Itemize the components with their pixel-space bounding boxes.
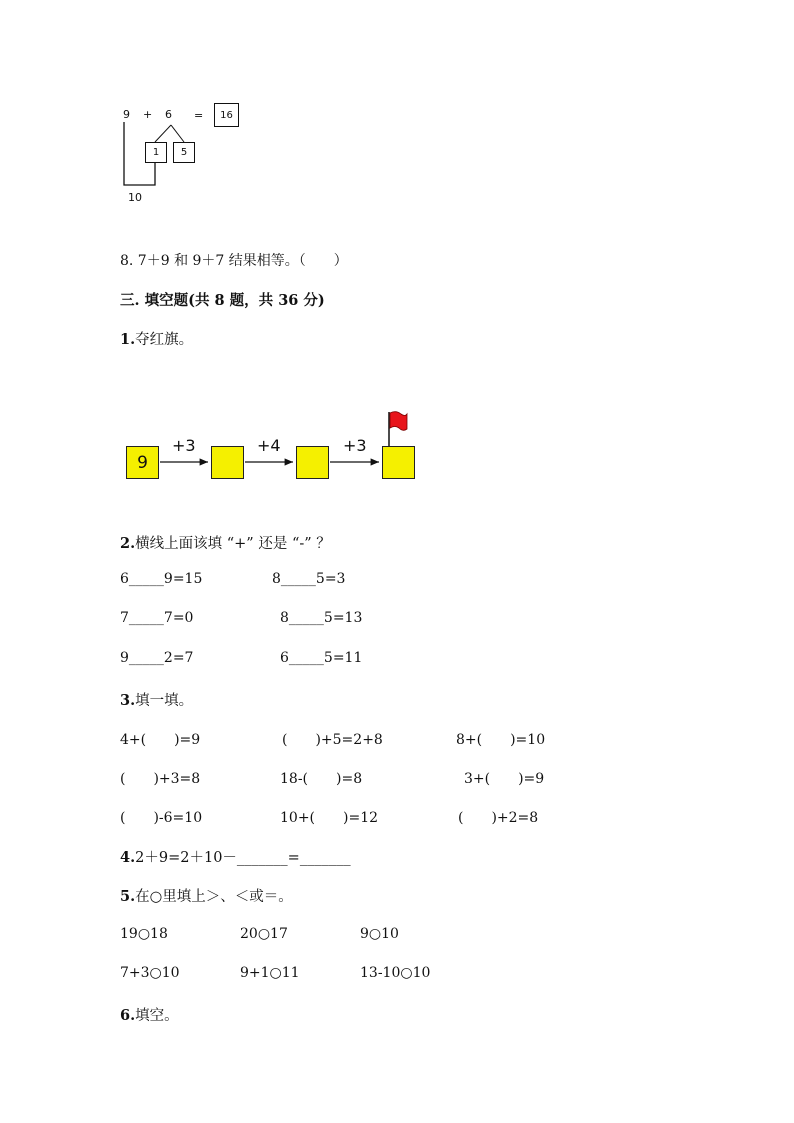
q2-text: 横线上面该填 “+” 还是 “-” ？ [135,536,331,552]
q3-r1-c1[interactable]: 4+( )=9 [120,732,201,748]
question-8: 8. 7＋9 和 9＋7 结果相等。（ ） [120,253,348,269]
q5-r1-c2[interactable]: 20○17 [240,926,288,942]
chain-start-value: 9 [137,452,148,473]
diagram-result: 16 [220,109,233,121]
q1-number: 1. [120,331,136,348]
diagram-ten: 10 [128,191,142,204]
q2-r2-c2[interactable]: 8_____5=13 [280,610,363,626]
q6-title [120,1004,179,1025]
chain-arrows [0,400,450,490]
q1-text: 夺红旗。 [135,332,194,348]
diagram-split-right: 5 [180,147,188,158]
q5-number: 5. [120,888,136,905]
q4-line[interactable] [120,846,351,867]
q3-text: 填一填。 [135,693,194,709]
q5-r2-c3[interactable]: 13-10○10 [360,965,431,981]
q3-title [120,689,193,710]
chain-op-2: +4 [257,436,281,455]
q5-text: 在○里填上＞、＜或＝。 [135,889,293,905]
q3-r1-c3[interactable]: 8+( )=10 [456,732,546,748]
q3-r3-c3[interactable]: ( )+2=8 [458,810,539,826]
q5-r2-c1[interactable]: 7+3○10 [120,965,180,981]
q5-r1-c1[interactable]: 19○18 [120,926,168,942]
diagram-addend-a: 9 [123,108,130,121]
q5-r2-c2[interactable]: 9+1○11 [240,965,300,981]
q2-r3-c1[interactable]: 9_____2=7 [120,650,194,666]
q3-r2-c2[interactable]: 18-( )=8 [280,771,363,787]
q4-number: 4. [120,849,136,866]
diagram-plus: + [143,108,153,121]
q2-r2-c1[interactable]: 7_____7=0 [120,610,194,626]
chain-op-1: +3 [172,436,196,455]
q1-title [120,328,193,349]
q2-r1-c2[interactable]: 8_____5=3 [272,571,346,587]
chain-op-3: +3 [343,436,367,455]
diagram-addend-b: 6 [165,108,172,121]
q3-r3-c1[interactable]: ( )-6=10 [120,810,203,826]
q6-number: 6. [120,1007,136,1024]
q2-r1-c1[interactable]: 6_____9=15 [120,571,203,587]
diagram-split-left: 1 [152,147,160,158]
q3-r3-c2[interactable]: 10+( )=12 [280,810,379,826]
q5-r1-c3[interactable]: 9○10 [360,926,399,942]
q2-title [120,532,331,553]
q3-r2-c1[interactable]: ( )+3=8 [120,771,201,787]
q5-title [120,885,293,906]
q2-r3-c2[interactable]: 6_____5=11 [280,650,363,666]
q4-text: 2＋9=2＋10－_______=_______ [135,850,351,866]
section-heading: 三. 填空题(共 8 题，共 36 分) [120,292,325,309]
q3-r2-c3[interactable]: 3+( )=9 [464,771,545,787]
q6-text: 填空。 [135,1008,179,1024]
q3-r1-c2[interactable]: ( )+5=2+8 [282,732,383,748]
diagram-equals: = [194,109,204,122]
q3-number: 3. [120,692,136,709]
diagram-connector-lines [0,0,300,200]
red-flag-icon [390,412,407,431]
q2-number: 2. [120,535,136,552]
